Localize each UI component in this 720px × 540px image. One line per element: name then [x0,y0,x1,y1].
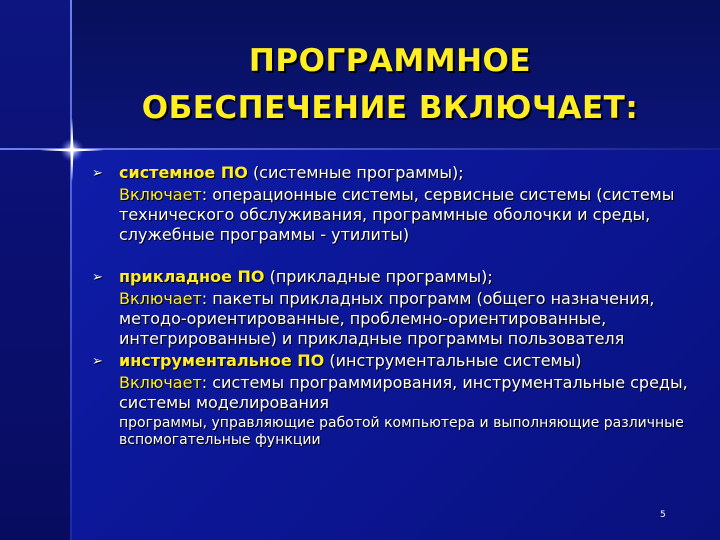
includes-label: Включает [119,289,202,308]
item-term-note: (инструментальные системы) [329,351,582,370]
arrow-bullet-icon: ➢ [92,166,103,181]
includes-label: Включает [119,373,202,392]
includes-text: : операционные системы, сервисные системы (системы технического обслуживания, программные оболочки и среды, служебные программы - утилиты) [119,185,675,244]
slide-title [80,38,700,132]
arrow-bullet-icon: ➢ [92,354,103,369]
item-description [119,373,692,413]
list-item-application-software [92,267,692,349]
includes-text: : системы программирования, инструментальные среды, системы моделирования [119,373,688,412]
item-term-note: (прикладные программы); [269,267,493,286]
item-extra-description: программы, управляющие работой компьютера и выполняющие различные вспомогательные функции [119,415,684,448]
page-number: 5 [660,510,666,520]
item-description [119,185,692,245]
item-term: прикладное ПО [119,267,265,286]
vertical-divider [70,0,72,540]
slide-content [92,163,692,449]
list-item-system-software [92,163,692,245]
item-heading [119,351,692,371]
item-heading [119,267,692,287]
item-term: системное ПО [119,163,248,182]
background-left-band [0,0,70,540]
list-item-tool-software [92,351,692,449]
slide-title-line-2: ОБЕСПЕЧЕНИЕ ВКЛЮЧАЕТ: [141,90,639,126]
horizontal-divider [0,148,720,150]
slide-title-line-1: ПРОГРАММНОЕ [248,43,532,79]
item-heading [119,163,692,183]
item-description [119,289,692,349]
includes-text: : пакеты прикладных программ (общего назначения, методо-ориентированные, проблемно-ориентированные, интегрированные) и прикладные программы пользователя [119,289,655,348]
arrow-bullet-icon: ➢ [92,270,103,285]
item-term-note: (системные программы); [252,163,464,182]
item-term: инструментальное ПО [119,351,325,370]
includes-label: Включает [119,185,202,204]
